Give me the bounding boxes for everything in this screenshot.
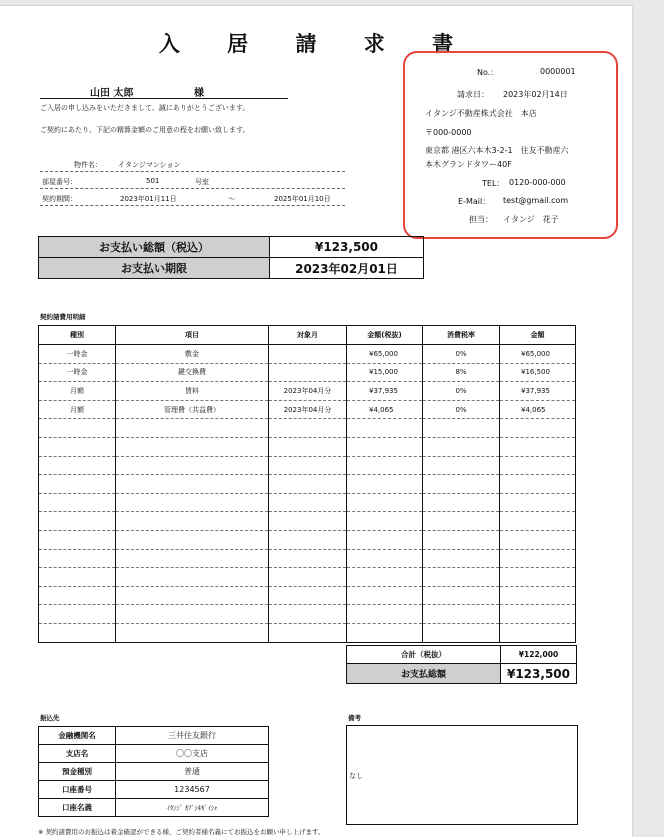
table-row [39,623,576,642]
cell-amount-excl-tax [347,530,423,549]
header-item: 項目 [116,326,269,345]
cell-type [39,475,116,494]
cell-item [116,623,269,642]
cell-amount [500,549,576,568]
header-month: 対象月 [269,326,347,345]
issuer-email: test@gmail.com [503,196,569,205]
header-tax-rate: 消費税率 [423,326,500,345]
cell-month [269,568,347,587]
cell-type [39,437,116,456]
cell-tax-rate [423,623,500,642]
invoice-number-label: No.： [477,68,499,77]
table-row [39,437,576,456]
issuer-email-label: E-Mail： [458,197,491,206]
table-row [39,586,576,605]
cell-tax-rate [423,605,500,624]
greeting-line-1: ご入居の申し込みをいただきまして、誠にありがとうございます。 [40,104,250,112]
cell-item [116,437,269,456]
cell-type: 月額 [39,400,116,419]
payment-summary-table [38,236,424,279]
summary-total-label: お支払い総額（税込） [39,237,270,258]
cell-type: 月額 [39,382,116,401]
detail-header-row [39,326,576,345]
table-row [39,549,576,568]
cell-month [269,512,347,531]
cell-item [116,512,269,531]
cell-tax-rate [423,419,500,438]
issuer-staff-label: 担当： [469,215,493,224]
bank-field-value: ｲﾀﾝｼﾞ ｶﾌﾞｼｷｶﾞｲｼｬ [116,799,269,817]
cell-month: 2023年04月分 [269,382,347,401]
cell-item [116,419,269,438]
header-type: 種別 [39,326,116,345]
cell-item [116,568,269,587]
bank-section-label: 振込先 [40,714,60,722]
totals-table [346,645,577,684]
table-row [39,456,576,475]
cell-amount [500,493,576,512]
bank-row [39,745,269,763]
header-amount-excl-tax: 金額(税抜) [347,326,423,345]
cell-amount-excl-tax [347,605,423,624]
bank-field-value: 三井住友銀行 [116,727,269,745]
cell-amount [500,475,576,494]
room-number: 501 [146,177,160,185]
property-name: イタンジマンション [118,161,181,169]
cell-month [269,437,347,456]
cell-tax-rate [423,530,500,549]
issuer-company: イタンジ不動産株式会社 本店 [425,109,537,118]
cell-amount-excl-tax: ¥37,935 [347,382,423,401]
cell-amount [500,605,576,624]
subtotal-value: ¥122,000 [501,646,577,664]
cell-tax-rate [423,475,500,494]
table-row [39,475,576,494]
bank-field-value: 普通 [116,763,269,781]
greeting-line-2: ご契約にあたり、下記の精算金額のご用意の程をお願い致します。 [40,126,250,134]
bank-field-label: 口座番号 [39,781,116,799]
contract-period-label: 契約期間： [42,195,77,203]
bank-row [39,781,269,799]
bank-field-value: 〇〇支店 [116,745,269,763]
property-name-row [40,157,345,172]
cell-month [269,363,347,382]
cell-amount [500,456,576,475]
issuer-postal-code: 〒000-0000 [425,128,472,137]
table-row [39,400,576,419]
summary-deadline-label: お支払い期限 [39,258,270,279]
cell-month [269,493,347,512]
bank-row [39,763,269,781]
summary-total-value: ¥123,500 [270,237,424,258]
table-row [39,363,576,382]
bank-field-label: 金融機関名 [39,727,116,745]
cell-tax-rate: 0% [423,400,500,419]
cell-type [39,493,116,512]
cell-amount-excl-tax [347,419,423,438]
room-number-suffix: 号室 [195,178,209,186]
property-name-label: 物件名： [74,161,102,169]
bank-info-table [38,726,269,817]
cell-amount-excl-tax [347,456,423,475]
cell-month [269,456,347,475]
cell-tax-rate: 0% [423,345,500,364]
cell-month [269,586,347,605]
cell-tax-rate [423,512,500,531]
summary-deadline-value: 2023年02月01日 [270,258,424,279]
issuer-address-line-1: 東京都 港区六本木3-2-1 住友不動産六 [425,146,569,155]
table-row [39,493,576,512]
bank-field-label: 預金種別 [39,763,116,781]
cell-month [269,605,347,624]
table-row [39,605,576,624]
cell-amount [500,623,576,642]
cell-amount [500,530,576,549]
cell-item [116,549,269,568]
cell-item [116,456,269,475]
bank-row [39,799,269,817]
detail-section-label: 契約諸費用明細 [40,313,86,321]
cell-amount-excl-tax [347,475,423,494]
cell-item: 賃料 [116,382,269,401]
summary-deadline-row [39,258,424,279]
cell-item [116,586,269,605]
cell-amount [500,512,576,531]
cell-amount [500,419,576,438]
cell-amount [500,437,576,456]
contract-period-start: 2023年01月11日 [120,195,177,203]
cell-item: 管理費（共益費） [116,400,269,419]
cell-month [269,419,347,438]
cell-amount: ¥16,500 [500,363,576,382]
cell-type [39,586,116,605]
cell-type [39,623,116,642]
cell-amount-excl-tax: ¥15,000 [347,363,423,382]
recipient-suffix: 様 [194,88,204,99]
cell-amount-excl-tax [347,437,423,456]
cell-month [269,345,347,364]
cell-type [39,512,116,531]
cell-item [116,493,269,512]
subtotal-label: 合計（税抜） [347,646,501,664]
issuer-staff: イタンジ 花子 [503,215,559,224]
cell-type [39,549,116,568]
subtotal-row [347,646,577,664]
cell-amount-excl-tax [347,512,423,531]
cell-amount [500,586,576,605]
cell-item [116,605,269,624]
cell-tax-rate [423,456,500,475]
issuer-info-box [403,51,618,239]
cell-amount-excl-tax: ¥4,065 [347,400,423,419]
cell-month [269,623,347,642]
cell-month [269,549,347,568]
issuer-tel: 0120-000-000 [509,178,566,187]
cell-type [39,419,116,438]
document-title: 入 居 請 求 書 [158,32,474,56]
invoice-sheet [0,6,632,837]
cell-tax-rate [423,586,500,605]
issuer-tel-label: TEL： [482,179,505,188]
bank-field-label: 支店名 [39,745,116,763]
cell-month [269,530,347,549]
summary-total-row [39,237,424,258]
cell-type: 一時金 [39,345,116,364]
cell-amount-excl-tax [347,549,423,568]
cell-tax-rate: 8% [423,363,500,382]
footnote: ※ 契約諸費用のお振込は着金確認ができる様、ご契約者様名義にてお振込をお願い申し上げます。 [38,828,325,836]
room-number-row [40,174,345,189]
grand-total-value: ¥123,500 [501,664,577,684]
cell-type [39,456,116,475]
cell-item: 鍵交換費 [116,363,269,382]
cell-amount: ¥37,935 [500,382,576,401]
cell-type: 一時金 [39,363,116,382]
cell-item: 敷金 [116,345,269,364]
cell-amount-excl-tax [347,586,423,605]
cell-item [116,475,269,494]
cell-month [269,475,347,494]
cell-tax-rate: 0% [423,382,500,401]
cell-amount-excl-tax [347,623,423,642]
table-row [39,530,576,549]
cell-amount-excl-tax: ¥65,000 [347,345,423,364]
table-row [39,419,576,438]
cell-amount: ¥65,000 [500,345,576,364]
cell-tax-rate [423,549,500,568]
issuer-address-line-2: 本木グランドタワー40F [425,160,512,169]
bank-field-value: 1234567 [116,781,269,799]
contract-period-end: 2025年01月10日 [274,195,331,203]
table-row [39,345,576,364]
cell-tax-rate [423,493,500,512]
table-row [39,512,576,531]
grand-total-row [347,664,577,684]
table-row [39,568,576,587]
cell-item [116,530,269,549]
cell-type [39,605,116,624]
recipient-row [40,84,288,99]
remarks-text: なし [349,772,363,780]
cell-amount [500,568,576,587]
bank-field-label: 口座名義 [39,799,116,817]
invoice-number: 0000001 [540,67,576,76]
header-amount: 金額 [500,326,576,345]
contract-period-separator: ～ [228,195,235,203]
recipient-name: 山田 太郎 [90,88,134,99]
cell-tax-rate [423,437,500,456]
fee-detail-table [38,325,576,643]
invoice-date: 2023年02月14日 [503,90,568,99]
invoice-date-label: 請求日： [457,90,489,99]
cell-type [39,568,116,587]
grand-total-label: お支払総額 [347,664,501,684]
remarks-box [346,725,578,825]
table-row [39,382,576,401]
bank-row [39,727,269,745]
contract-period-row [40,191,345,206]
cell-amount: ¥4,065 [500,400,576,419]
room-number-label: 部屋番号： [42,178,77,186]
remarks-section-label: 備考 [348,714,361,722]
cell-amount-excl-tax [347,493,423,512]
cell-month: 2023年04月分 [269,400,347,419]
cell-amount-excl-tax [347,568,423,587]
cell-tax-rate [423,568,500,587]
cell-type [39,530,116,549]
